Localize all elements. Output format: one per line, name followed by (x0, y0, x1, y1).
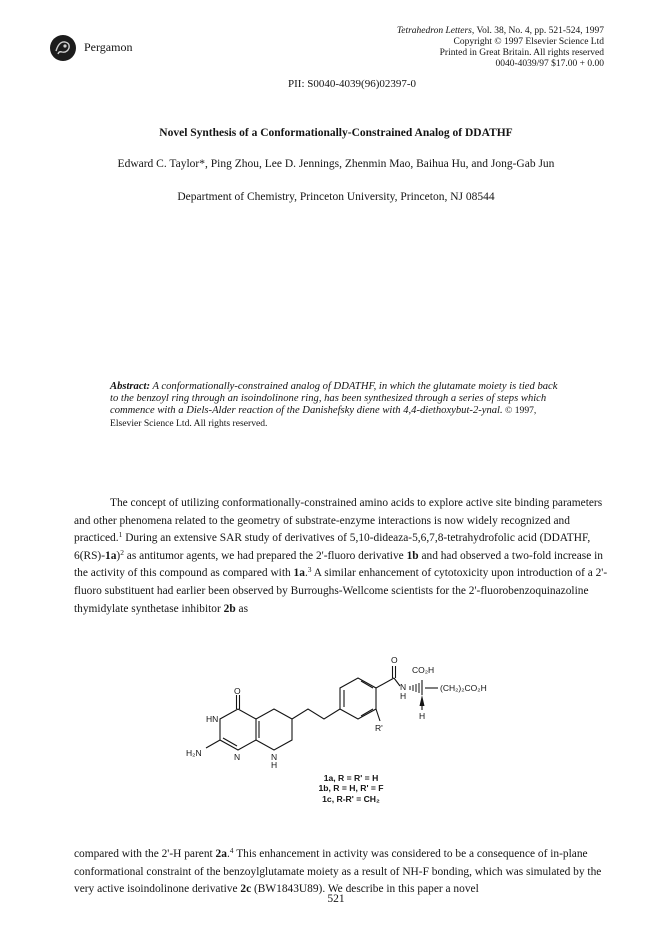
abstract (110, 381, 565, 430)
printed-line: Printed in Great Britain. All rights reserved (439, 48, 604, 58)
compound-label: 1a (105, 549, 117, 562)
body-text: and had observed a two-fold increase in the activity of this compound as compared with (74, 549, 603, 580)
h2n-label: H₂N (186, 748, 202, 758)
co2h-label: CO₂H (412, 665, 435, 675)
reference-marker: 4 (229, 846, 234, 855)
journal-name: Tetrahedron Letters (396, 26, 472, 36)
amide-h-label: H (400, 691, 407, 701)
compound-label: 2a (215, 848, 227, 860)
compound-label: 2c (240, 883, 252, 896)
abstract-text: A conformationally-constrained analog of DDATHF, in which the glutamate moiety is tied back to the benzoyl ring through an isoindolinone ring, has been synthesized through a series of steps which commence with a Diels-Alder reaction of the Danishefsky diene with 4,4-diethoxybut-2-ynal. (110, 381, 558, 417)
ring-nh-n-label: N (271, 752, 278, 762)
ring-nh-h-label: H (271, 760, 278, 770)
r-prime-label: R' (375, 723, 383, 733)
compound-key (276, 773, 426, 804)
body-text: (BW1843U89). We describe in this paper a novel (251, 883, 479, 896)
abstract-label: Abstract: (110, 381, 151, 392)
citation-volume: , Vol. 38, No. 4, pp. 521-524, 1997 (471, 26, 604, 36)
copyright-line: Copyright © 1997 Elsevier Science Ltd (453, 37, 604, 47)
structure-bonds (220, 666, 438, 750)
compound-label: 2b (223, 602, 236, 615)
pii-code: PII: S0040-4039(96)02397-0 (288, 78, 417, 90)
oxygen-label-top: O (391, 655, 398, 665)
body-text: as (235, 602, 249, 615)
ring-n-label: N (234, 752, 241, 762)
stereo-wedge-bond (420, 695, 425, 706)
oxygen-label-left: O (234, 686, 241, 696)
side-chain-label: (CH₂)₂CO₂H (440, 683, 487, 693)
affiliation: Department of Chemistry, Princeton University, Princeton, NJ 08544 (177, 191, 495, 203)
body-text: A similar enhancement of cytotoxicity upon introduction of a 2'-fluoro substituent had earlier been observed by Burroughs-Wellcome scientists for the 2'-fluorobenzoquinazoline thymidylate synthetase inhibitor (74, 567, 608, 615)
body-text: During an extensive SAR study of derivatives of 5,10-dideaza-5,6,7,8-tetrahydrofolic acid (DDATHF, 6(RS)- (74, 532, 591, 562)
body-text: ) (116, 549, 121, 562)
body-text: as antitumor agents, we had prepared the 2'-fluoro derivative (123, 549, 407, 562)
compound-key-1a: 1a, R = R' = H (323, 773, 379, 783)
page-number: 521 (327, 893, 345, 905)
compound-key-1b: 1b, R = H, R' = F (318, 783, 384, 794)
hn-label: HN (206, 714, 219, 724)
citation-block (397, 26, 604, 70)
compound-label: 1a (293, 567, 305, 580)
body-text: compared with the 2'-H parent (74, 848, 216, 860)
body-text: . (226, 848, 230, 860)
article-title: Novel Synthesis of a Conformationally-Constrained Analog of DDATHF (159, 127, 513, 139)
publisher-name: Pergamon (84, 40, 133, 54)
reference-marker: 2 (120, 547, 124, 557)
reference-marker: 3 (307, 565, 312, 575)
body-text: This enhancement in activity was considered to be a consequence of in-plane conformational constraint of the benzoylglutamate moiety as a result of NH-F bonding, which was simulated by the very active isoindolinone derivative (74, 848, 602, 896)
alpha-h-label: H (419, 711, 426, 721)
compound-key-1c: 1c, R-R' = CH₂ (322, 793, 380, 804)
stereo-hash-bond (410, 683, 419, 693)
issn-price-line: 0040-4039/97 $17.00 + 0.00 (495, 59, 604, 69)
amide-n-label: N (400, 682, 407, 692)
body-text: . (304, 567, 308, 580)
body-paragraph-2 (74, 846, 609, 899)
reference-marker: 1 (118, 530, 123, 540)
abstract-copyright: © 1997, Elsevier Science Ltd. All rights reserved. (110, 405, 537, 429)
compound-label: 1b (406, 549, 419, 562)
body-text: The concept of utilizing conformationally-constrained amino acids to explore active site binding parameters and other phenomena related to the geometry of substrate-enzyme interactions is now widely recognized and practiced. (74, 497, 603, 545)
citation-line (397, 26, 604, 37)
body-paragraph-1 (74, 495, 609, 618)
author-list: Edward C. Taylor*, Ping Zhou, Lee D. Jennings, Zhenmin Mao, Baihua Hu, and Jong-Gab Jun (117, 158, 555, 170)
pergamon-logo (50, 35, 76, 61)
